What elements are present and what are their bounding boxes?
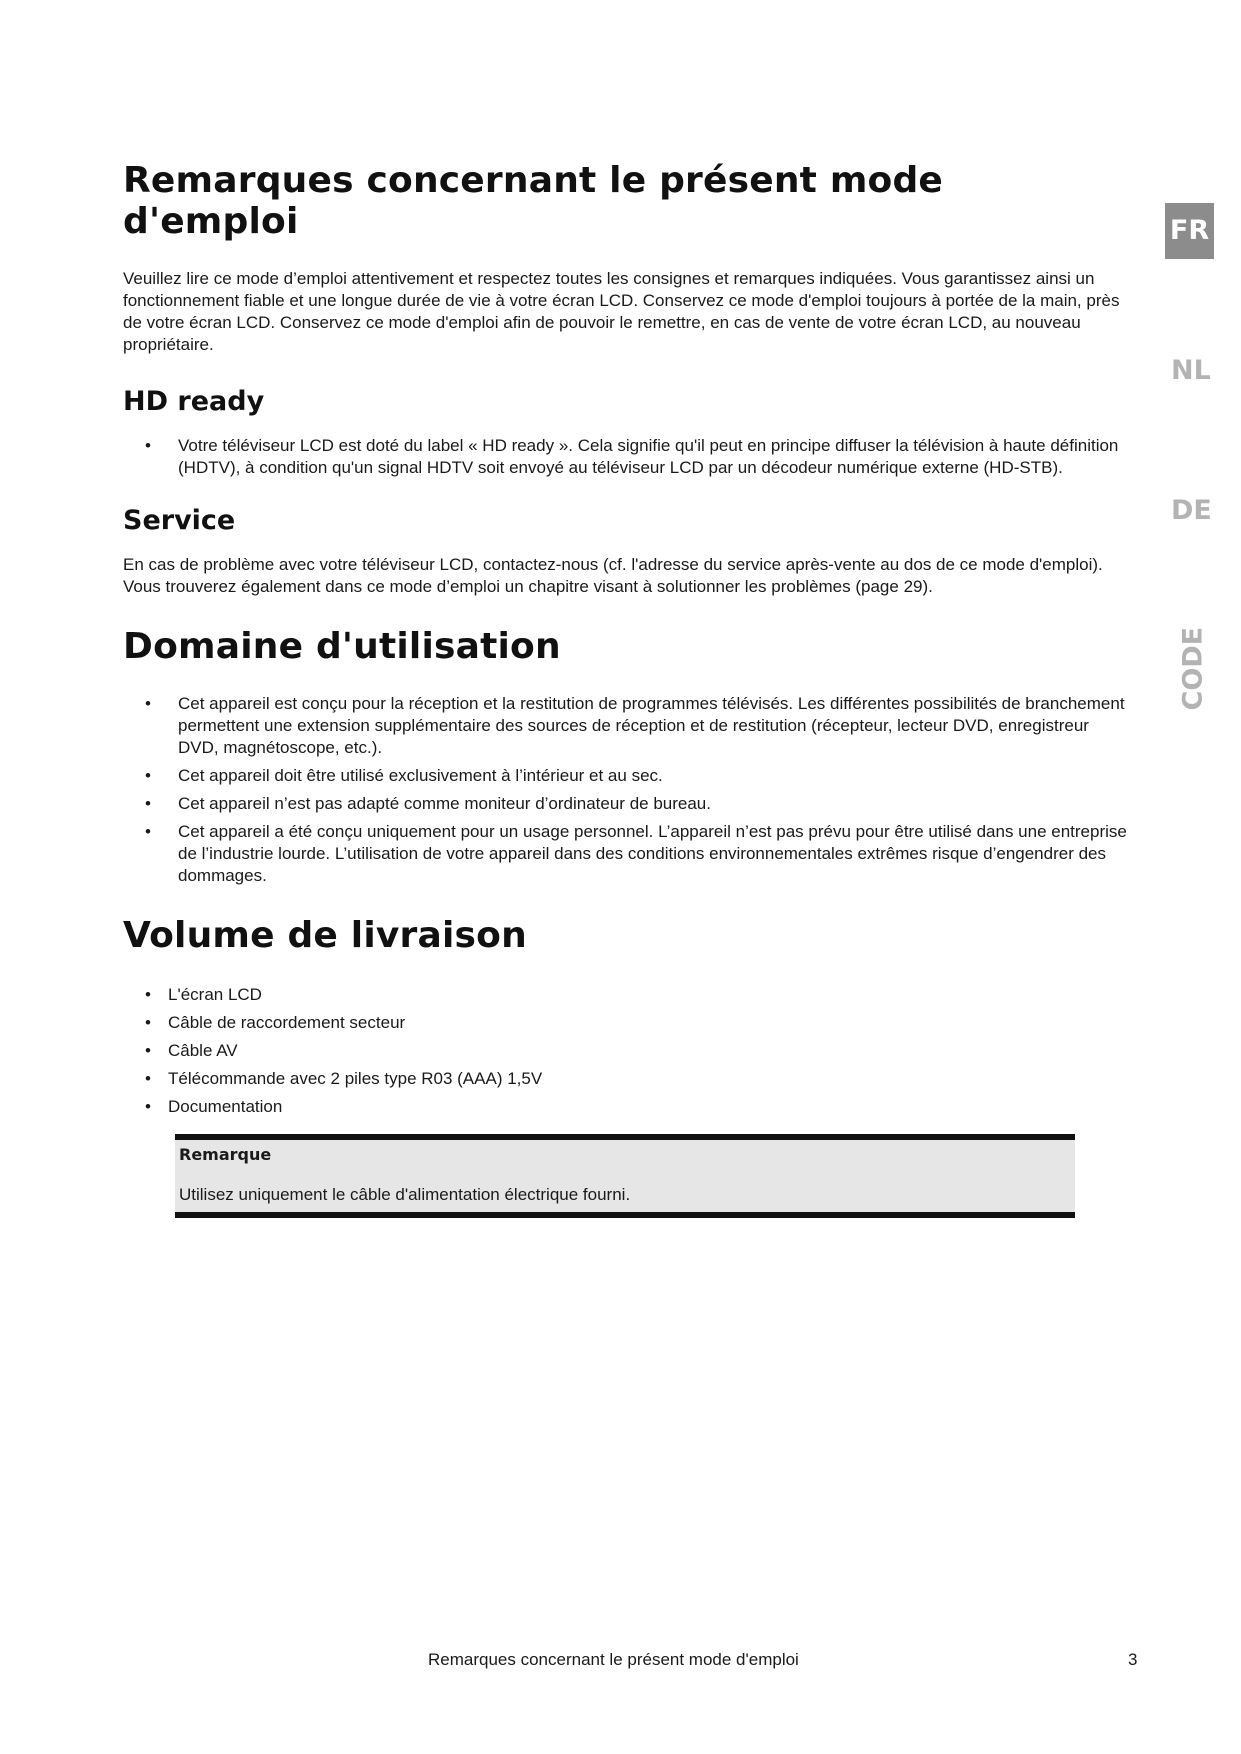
usage-list [123, 693, 1128, 887]
list-item: • Cet appareil n’est pas adapté comme moniteur d’ordinateur de bureau. [123, 793, 1128, 815]
list-item: • Câble AV [123, 1040, 1128, 1062]
list-item: • Câble de raccordement secteur [123, 1012, 1128, 1034]
language-tab-nl[interactable]: NL [1171, 355, 1211, 386]
intro-paragraph: Veuillez lire ce mode d’emploi attentivement et respectez toutes les consignes et remarques indiquées. Vous garantissez ainsi un fonctionnement fiable et une longue durée de vie à votre écran LCD. Conservez ce mode d'emploi toujours à portée de la main, près de votre écran LCD. Conservez ce mode d'emploi afin de pouvoir le remettre, en cas de vente de votre écran LCD, au nouveau propriétaire. [123, 269, 1120, 354]
list-item: • Cet appareil a été conçu uniquement pour un usage personnel. L’appareil n’est pas prévu pour être utilisé dans une entreprise de l’industrie lourde. L’utilisation de votre appareil dans des conditions environnementales extrêmes risque d’engendrer des dommages. [123, 821, 1128, 887]
list-item: • Documentation [123, 1096, 1128, 1118]
main-content [123, 160, 1128, 1218]
note-title: Remarque [179, 1145, 272, 1164]
delivery-list [123, 984, 1128, 1118]
note-box [175, 1134, 1075, 1218]
list-item: • Télécommande avec 2 piles type R03 (AAA) 1,5V [123, 1068, 1128, 1090]
language-tab-de[interactable]: DE [1171, 495, 1212, 526]
section-title-remarques: Remarques concernant le présent mode d'emploi [123, 160, 944, 242]
list-item: • L'écran LCD [123, 984, 1128, 1006]
page-number: 3 [1128, 1650, 1138, 1669]
language-tab-code[interactable]: CODE [1177, 626, 1209, 711]
subsection-title-hd-ready: HD ready [123, 386, 265, 417]
section-title-volume: Volume de livraison [123, 915, 527, 956]
service-paragraph: En cas de problème avec votre téléviseur LCD, contactez-nous (cf. l'adresse du service après-vente au dos de ce mode d'emploi). Vous trouverez également dans ce mode d’emploi un chapitre visant à solutionner les problèmes (page 29). [123, 555, 1103, 596]
note-text: Utilisez uniquement le câble d'alimentation électrique fourni. [179, 1185, 631, 1204]
list-item: • Cet appareil est conçu pour la réception et la restitution de programmes télévisés. Les différentes possibilités de branchement permettent une extension supplémentaire des sources de réception et de restitution (récepteur, lecteur DVD, enregistreur DVD, magnétoscope, etc.). [123, 693, 1128, 759]
section-title-domaine: Domaine d'utilisation [123, 626, 561, 667]
list-item: • Votre téléviseur LCD est doté du label « HD ready ». Cela signifie qu'il peut en principe diffuser la télévision à haute définition (HDTV), à condition qu'un signal HDTV soit envoyé au téléviseur LCD par un décodeur numérique externe (HD-STB). [123, 435, 1128, 479]
footer-title: Remarques concernant le présent mode d'emploi [428, 1650, 799, 1669]
language-tab-fr[interactable]: FR [1165, 203, 1214, 259]
hd-ready-list [123, 435, 1128, 479]
subsection-title-service: Service [123, 505, 236, 536]
list-item: • Cet appareil doit être utilisé exclusivement à l’intérieur et au sec. [123, 765, 1128, 787]
